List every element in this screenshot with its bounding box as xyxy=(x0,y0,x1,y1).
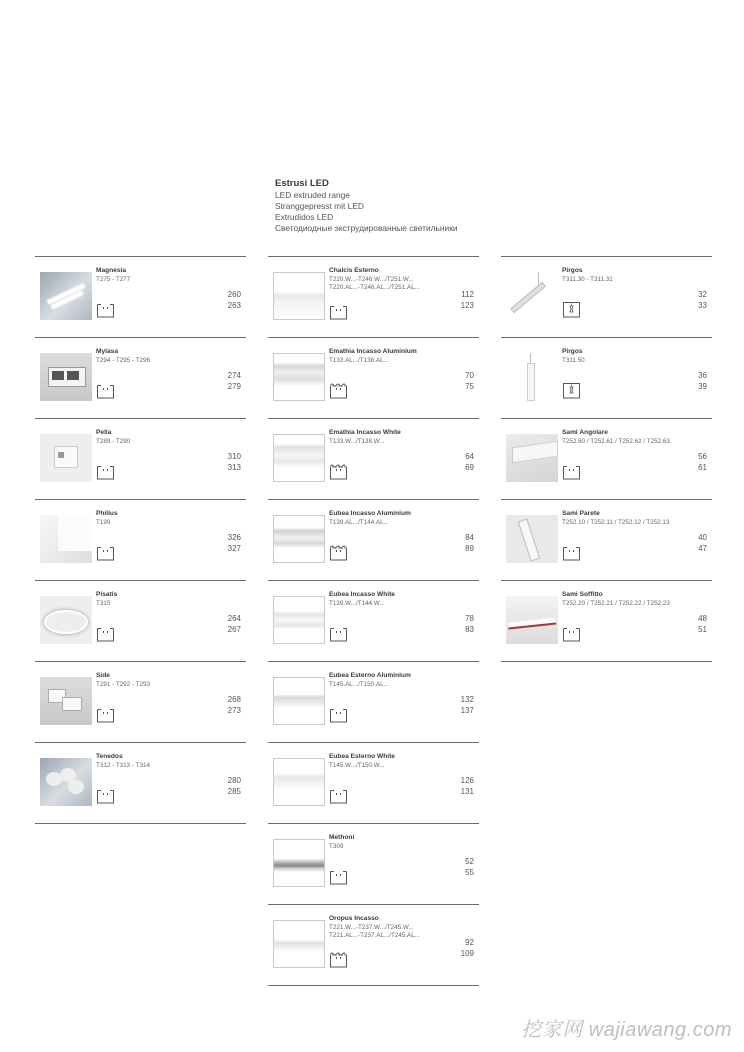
page-number: 51 xyxy=(698,625,707,634)
product-thumbnail xyxy=(273,920,325,968)
page-number: 263 xyxy=(227,301,241,310)
product-thumbnail xyxy=(40,353,92,401)
product-codes: T220.W...-T246.W.../T251.W... T220.AL...-T246.AL.../T251.AL... xyxy=(329,275,421,291)
pendant-mount-icon xyxy=(562,382,581,399)
product-thumbnail xyxy=(40,596,92,644)
page-number: 33 xyxy=(698,301,707,310)
product-entry xyxy=(501,581,712,662)
product-codes: T291 - T292 - T293 xyxy=(96,680,151,688)
surface-mount-icon xyxy=(329,787,348,804)
product-entry xyxy=(268,905,479,986)
page-numbers xyxy=(465,613,474,635)
product-thumbnail xyxy=(506,596,558,644)
product-name: Pisatis xyxy=(96,591,118,598)
product-entry xyxy=(268,743,479,824)
page-numbers xyxy=(698,532,707,554)
page-number: 52 xyxy=(465,857,474,866)
section-title: Estrusi LED xyxy=(275,178,329,189)
product-thumbnail xyxy=(273,434,325,482)
product-name: Eubea Incasso White xyxy=(329,591,395,598)
page-number: 123 xyxy=(460,301,474,310)
product-thumbnail xyxy=(40,434,92,482)
page-numbers xyxy=(228,370,241,392)
page-numbers xyxy=(228,289,241,311)
product-name: Pella xyxy=(96,429,112,436)
page-numbers xyxy=(698,451,707,473)
page-number: 126 xyxy=(460,776,474,785)
product-entry xyxy=(268,824,479,905)
page-number: 69 xyxy=(465,463,474,472)
page-numbers xyxy=(461,775,474,797)
page-number: 274 xyxy=(227,371,241,380)
product-entry xyxy=(501,338,712,419)
product-name: Eubea Incasso Aluminium xyxy=(329,510,411,517)
recessed-mount-icon xyxy=(329,951,348,968)
page-number: 260 xyxy=(227,290,241,299)
surface-mount-icon xyxy=(96,301,115,318)
page-number: 61 xyxy=(698,463,707,472)
product-entry xyxy=(268,419,479,500)
product-thumbnail xyxy=(273,677,325,725)
page-number: 48 xyxy=(698,614,707,623)
product-name: Emathia Incasso Aluminium xyxy=(329,348,417,355)
page-number: 92 xyxy=(465,938,474,947)
product-name: Pirgos xyxy=(562,267,583,274)
surface-mount-icon xyxy=(562,625,581,642)
product-column-right xyxy=(501,256,712,662)
page-number: 310 xyxy=(227,452,241,461)
product-entry xyxy=(501,257,712,338)
product-thumbnail xyxy=(506,272,558,320)
page-number: 32 xyxy=(698,290,707,299)
recessed-mount-icon xyxy=(329,382,348,399)
product-thumbnail xyxy=(40,272,92,320)
product-entry xyxy=(268,257,479,338)
product-codes: T289 - T290 xyxy=(96,437,131,445)
page-number: 36 xyxy=(698,371,707,380)
product-thumbnail xyxy=(40,515,92,563)
product-entry xyxy=(268,500,479,581)
product-codes: T199 xyxy=(96,518,111,526)
product-codes: T252.60 / T252.61 / T252.62 / T252.63 xyxy=(562,437,670,445)
product-column-left xyxy=(35,256,246,824)
page-number: 131 xyxy=(460,787,474,796)
product-codes: T139.AL.../T144.AL... xyxy=(329,518,389,526)
page-number: 280 xyxy=(227,776,241,785)
product-name: Eubea Esterno Aluminium xyxy=(329,672,411,679)
watermark: 挖家网 wajiawang.com xyxy=(521,1019,732,1041)
product-entry xyxy=(268,662,479,743)
product-codes: T133.W.../T138.W... xyxy=(329,437,385,445)
page-number: 55 xyxy=(465,868,474,877)
page-number: 313 xyxy=(227,463,241,472)
product-column-middle xyxy=(268,256,479,986)
product-codes: T311.30 - T311.31 xyxy=(562,275,613,283)
product-entry xyxy=(35,662,246,743)
surface-mount-icon xyxy=(329,706,348,723)
product-thumbnail xyxy=(273,515,325,563)
product-codes: T221.W...-T237.W.../T245.W... T221.AL...-T237.AL.../T245.AL... xyxy=(329,923,421,939)
subtitle-es: Extrudidos LED xyxy=(275,212,334,222)
page-number: 47 xyxy=(698,544,707,553)
product-codes: T145.W.../T150.W... xyxy=(329,761,385,769)
page-number: 264 xyxy=(227,614,241,623)
product-entry xyxy=(35,257,246,338)
product-thumbnail xyxy=(273,839,325,887)
product-name: Chalcis Esterno xyxy=(329,267,379,274)
product-name: Pirgos xyxy=(562,348,583,355)
product-thumbnail xyxy=(273,353,325,401)
page-numbers xyxy=(465,370,474,392)
subtitle-de: Stranggepresst mit LED xyxy=(275,201,364,211)
product-codes: T315 xyxy=(96,599,111,607)
page-numbers xyxy=(698,370,707,392)
product-thumbnail xyxy=(506,353,558,401)
product-codes: T312 - T313 - T314 xyxy=(96,761,151,769)
product-entry xyxy=(501,500,712,581)
page-number: 39 xyxy=(698,382,707,391)
product-name: Side xyxy=(96,672,110,679)
page-number: 268 xyxy=(227,695,241,704)
page-number: 64 xyxy=(465,452,474,461)
subtitle-ru: Светодиодные экструдированные светильники xyxy=(275,223,458,233)
product-thumbnail xyxy=(40,758,92,806)
surface-mount-icon xyxy=(96,706,115,723)
product-entry xyxy=(35,419,246,500)
page-number: 279 xyxy=(227,382,241,391)
product-name: Magnesia xyxy=(96,267,127,274)
page-number: 89 xyxy=(465,544,474,553)
surface-mount-icon xyxy=(96,625,115,642)
page-numbers xyxy=(461,694,474,716)
product-thumbnail xyxy=(40,677,92,725)
page-number: 78 xyxy=(465,614,474,623)
product-codes: T252.10 / T252.11 / T252.12 / T252.13 xyxy=(562,518,670,526)
page-number: 112 xyxy=(461,290,474,299)
page-numbers xyxy=(698,613,707,635)
product-entry xyxy=(35,500,246,581)
product-codes: T145.AL.../T150.AL... xyxy=(329,680,389,688)
product-entry xyxy=(268,581,479,662)
product-codes: T294 - T295 - T296 xyxy=(96,356,151,364)
page-number: 327 xyxy=(227,544,241,553)
product-name: Methoni xyxy=(329,834,355,841)
product-thumbnail xyxy=(506,434,558,482)
product-thumbnail xyxy=(273,758,325,806)
product-codes: T309 xyxy=(329,842,344,850)
page-number: 267 xyxy=(227,625,241,634)
page-number: 326 xyxy=(227,533,241,542)
product-name: Tenedos xyxy=(96,753,123,760)
product-thumbnail xyxy=(273,596,325,644)
subtitle-en: LED extruded range xyxy=(275,190,350,200)
pendant-mount-icon xyxy=(562,301,581,318)
page-number: 109 xyxy=(460,949,474,958)
product-name: Philius xyxy=(96,510,118,517)
product-codes: T252.20 / T252.21 / T252.22 / T252.23 xyxy=(562,599,670,607)
recessed-mount-icon xyxy=(329,544,348,561)
product-name: Oropus Incasso xyxy=(329,915,379,922)
surface-mount-icon xyxy=(562,544,581,561)
page-numbers xyxy=(228,451,241,473)
product-name: Mylasa xyxy=(96,348,118,355)
product-codes: T275 - T277 xyxy=(96,275,131,283)
product-thumbnail xyxy=(506,515,558,563)
page-numbers xyxy=(461,937,474,959)
page-numbers xyxy=(465,451,474,473)
page-number: 75 xyxy=(465,382,474,391)
product-name: Eubea Esterno White xyxy=(329,753,395,760)
page-number: 56 xyxy=(698,452,707,461)
page-numbers xyxy=(461,289,474,311)
surface-mount-icon xyxy=(96,382,115,399)
surface-mount-icon xyxy=(96,544,115,561)
product-entry xyxy=(35,338,246,419)
page-number: 137 xyxy=(460,706,474,715)
surface-mount-icon xyxy=(96,463,115,480)
product-name: Sami Soffitto xyxy=(562,591,603,598)
product-thumbnail xyxy=(273,272,325,320)
product-codes: T139.W.../T144.W... xyxy=(329,599,385,607)
page-number: 84 xyxy=(465,533,474,542)
product-name: Sami Angolare xyxy=(562,429,608,436)
page-numbers xyxy=(698,289,707,311)
product-entry xyxy=(501,419,712,500)
page-numbers xyxy=(465,856,474,878)
page-number: 132 xyxy=(460,695,474,704)
product-codes: T133.AL.../T138.AL... xyxy=(329,356,389,364)
recessed-mount-icon xyxy=(329,463,348,480)
surface-mount-icon xyxy=(329,303,348,320)
product-entry xyxy=(268,338,479,419)
page-number: 273 xyxy=(227,706,241,715)
page-number: 70 xyxy=(465,371,474,380)
page-numbers xyxy=(228,775,241,797)
section-header xyxy=(275,178,458,234)
page-number: 83 xyxy=(465,625,474,634)
surface-mount-icon xyxy=(96,787,115,804)
product-entry xyxy=(35,743,246,824)
page-numbers xyxy=(228,694,241,716)
product-name: Emathia Incasso White xyxy=(329,429,401,436)
product-name: Sami Parete xyxy=(562,510,600,517)
product-entry xyxy=(35,581,246,662)
product-codes: T311.50 xyxy=(562,356,585,364)
page-numbers xyxy=(228,613,241,635)
surface-mount-icon xyxy=(562,463,581,480)
page-numbers xyxy=(465,532,474,554)
page-numbers xyxy=(228,532,241,554)
page-number: 285 xyxy=(227,787,241,796)
surface-mount-icon xyxy=(329,625,348,642)
page-number: 40 xyxy=(698,533,707,542)
surface-mount-icon xyxy=(329,868,348,885)
